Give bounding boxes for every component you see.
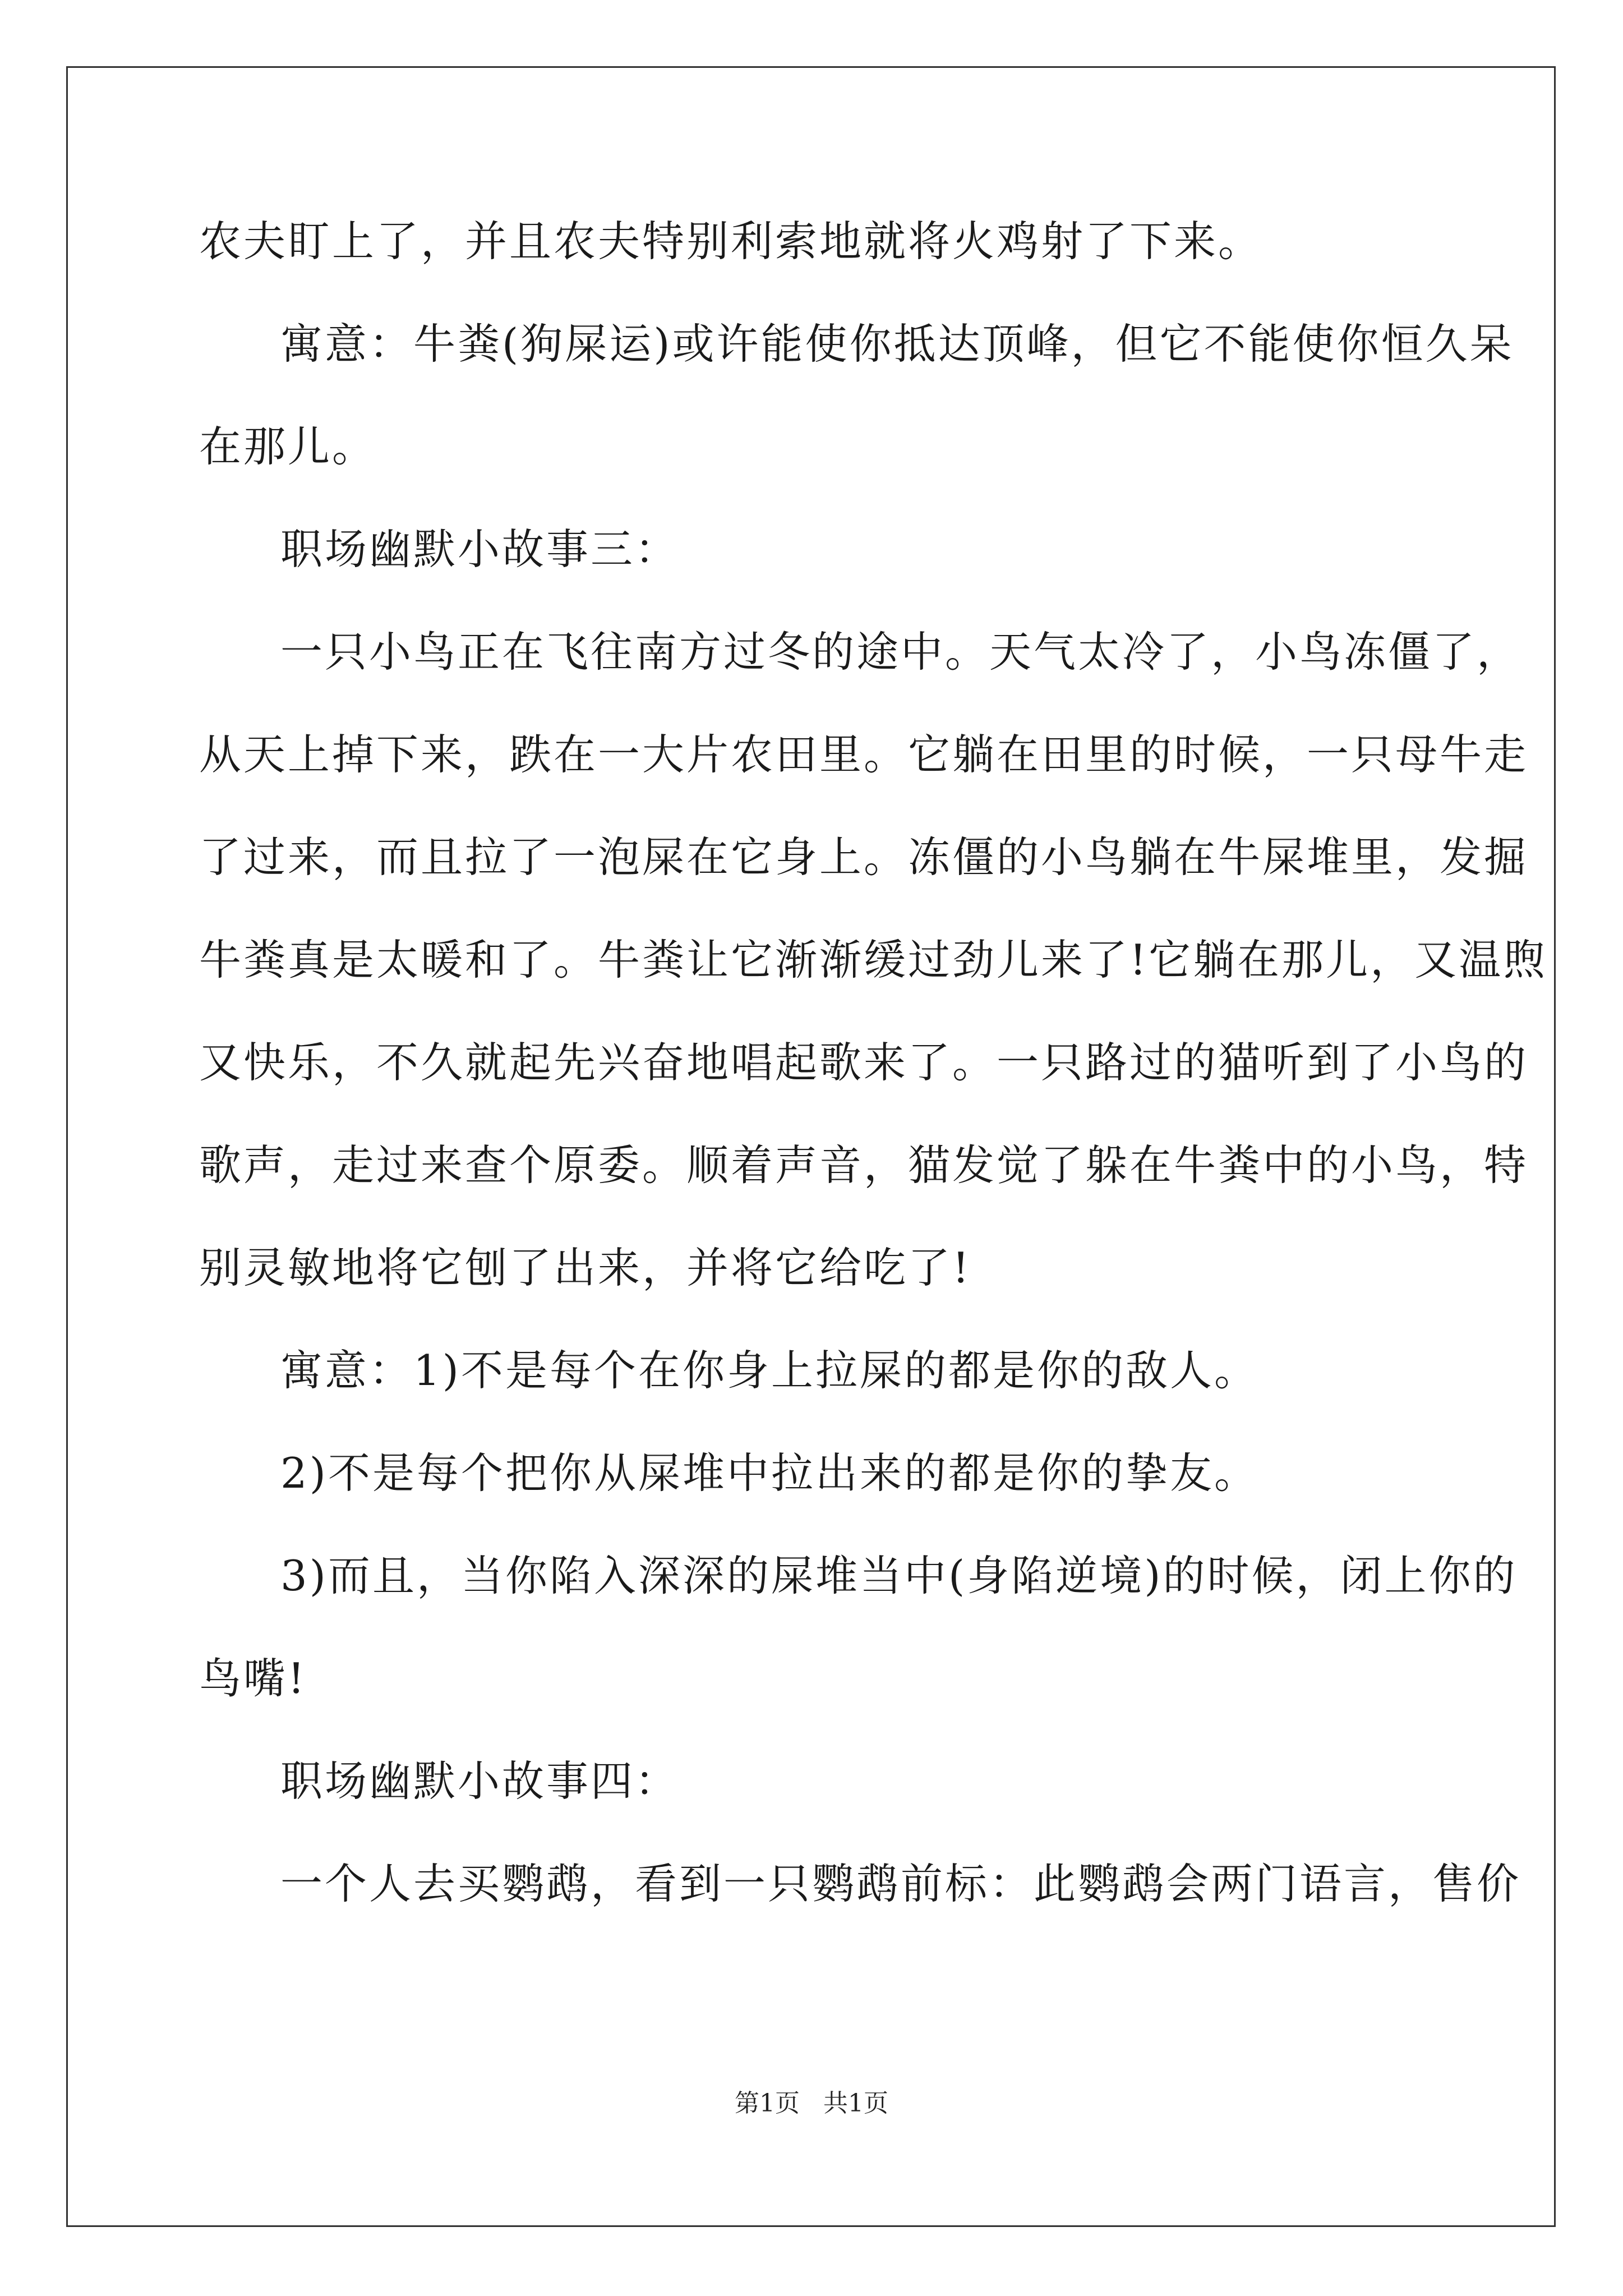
section-heading: 职场幽默小故事四： bbox=[280, 1756, 680, 1806]
text-line: 3)而且，当你陷入深深的屎堆当中(身陷逆境)的时候，闭上你的 bbox=[280, 1551, 1518, 1600]
text-line: 又快乐，不久就起先兴奋地唱起歌来了。一只路过的猫听到了小鸟的 bbox=[199, 1038, 1529, 1087]
text-line: 别灵敏地将它刨了出来，并将它给吃了! bbox=[199, 1243, 972, 1292]
page-number-current: 第1页 bbox=[735, 2089, 800, 2118]
page-footer bbox=[0, 2087, 1623, 2120]
text-line: 2)不是每个把你从屎堆中拉出来的都是你的挚友。 bbox=[280, 1448, 1258, 1498]
text-line: 一个人去买鹦鹉，看到一只鹦鹉前标：此鹦鹉会两门语言，售价 bbox=[280, 1859, 1521, 1908]
text-line: 牛粪真是太暖和了。牛粪让它渐渐缓过劲儿来了!它躺在那儿，又温煦 bbox=[199, 935, 1548, 984]
text-line: 一只小鸟正在飞往南方过冬的途中。天气太冷了，小鸟冻僵了， bbox=[280, 627, 1521, 677]
text-line: 了过来，而且拉了一泡屎在它身上。冻僵的小鸟躺在牛屎堆里，发掘 bbox=[199, 832, 1529, 882]
text-line: 农夫盯上了，并且农夫特别利索地就将火鸡射了下来。 bbox=[199, 217, 1263, 266]
text-line: 从天上掉下来，跌在一大片农田里。它躺在田里的时候，一只母牛走 bbox=[199, 730, 1529, 779]
text-line: 在那儿。 bbox=[199, 422, 377, 471]
section-heading: 职场幽默小故事三： bbox=[280, 524, 680, 574]
text-line: 寓意：1)不是每个在你身上拉屎的都是你的敌人。 bbox=[280, 1346, 1258, 1395]
text-line: 歌声，走过来查个原委。顺着声音，猫发觉了躲在牛粪中的小鸟，特 bbox=[199, 1140, 1529, 1190]
text-line: 鸟嘴! bbox=[199, 1654, 307, 1703]
page-number-total: 共1页 bbox=[823, 2089, 888, 2118]
text-line: 寓意：牛粪(狗屎运)或许能使你抵达顶峰，但它不能使你恒久呆 bbox=[280, 319, 1514, 369]
